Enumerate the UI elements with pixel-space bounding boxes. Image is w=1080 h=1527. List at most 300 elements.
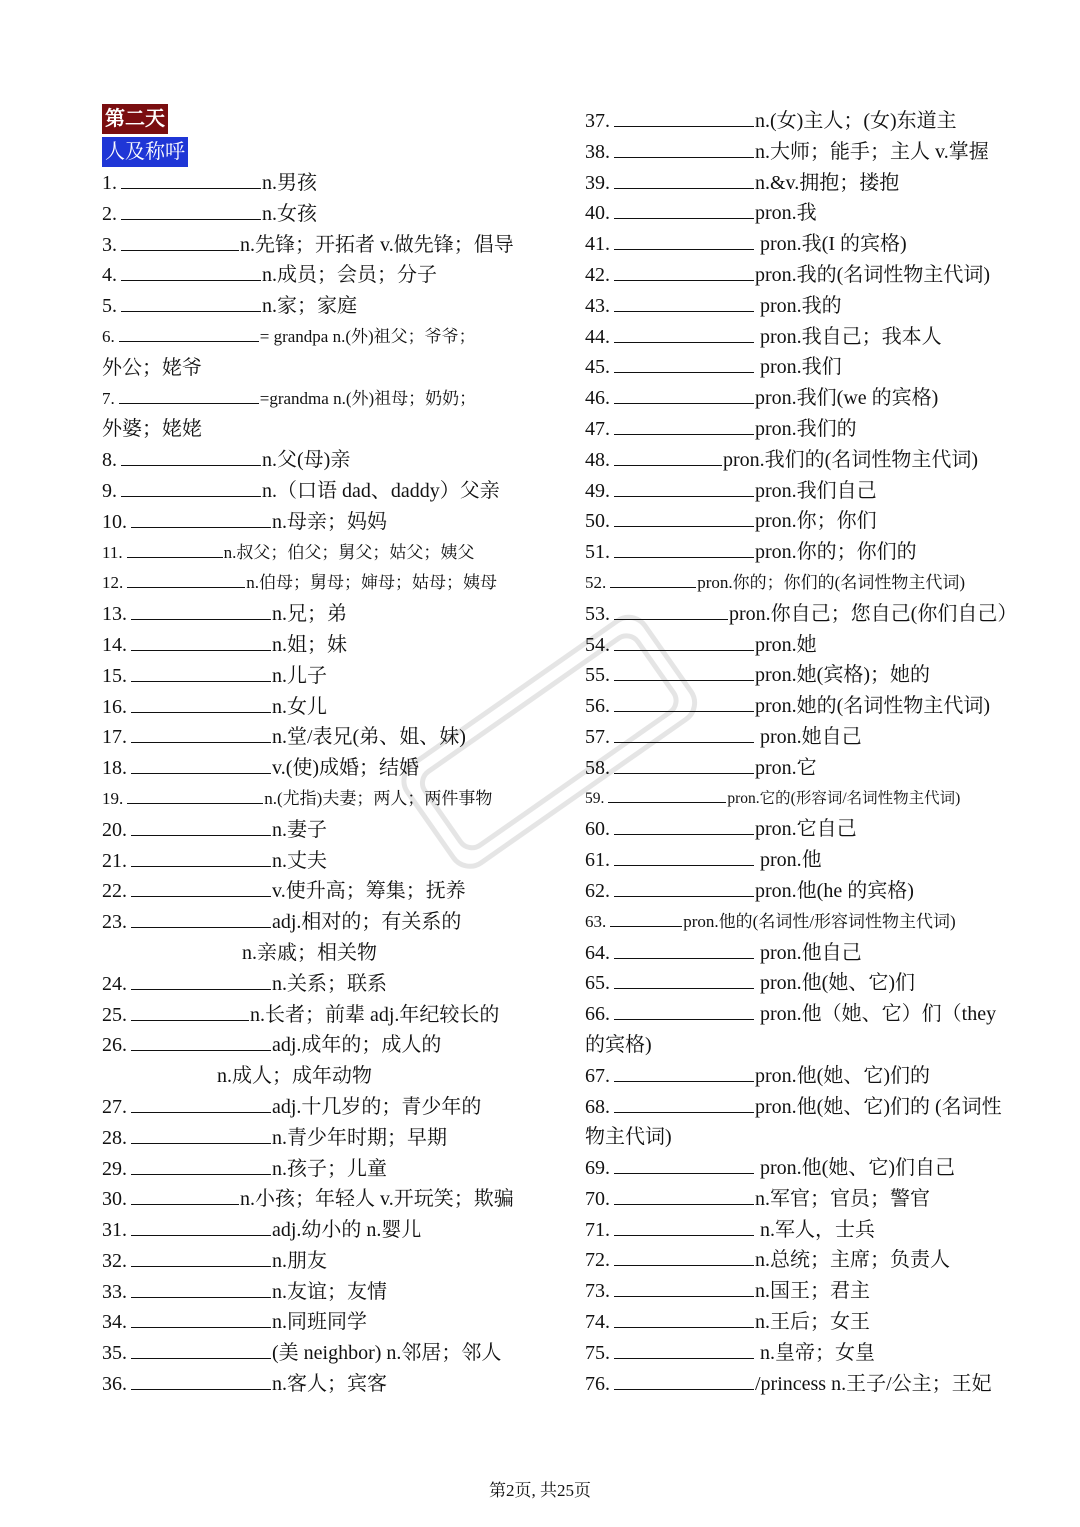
entry-continuation: 物主代词) (585, 1126, 672, 1149)
vocab-entry (585, 322, 1040, 353)
entry-definition: n.女孩 (262, 202, 317, 225)
entry-number: 53. (585, 602, 610, 625)
vocab-entry (102, 599, 552, 630)
entry-number: 69. (585, 1157, 610, 1180)
entry-definition: pron.她 (755, 633, 817, 656)
answer-blank[interactable] (614, 293, 754, 312)
entry-number: 13. (102, 603, 127, 626)
entry-definition: n.客人；宾客 (272, 1373, 387, 1396)
entry-definition: /princess n.王子/公主；王妃 (755, 1372, 992, 1395)
entry-definition: pron.它 (755, 756, 817, 779)
vocab-entry (102, 507, 552, 538)
entry-number: 3. (102, 233, 117, 256)
entry-number: 8. (102, 449, 117, 472)
answer-blank[interactable] (614, 539, 754, 558)
entry-number: 30. (102, 1188, 127, 1211)
answer-blank[interactable] (131, 1186, 239, 1205)
entry-continuation: n.亲戚；相关物 (242, 941, 377, 964)
vocab-entry (585, 568, 1040, 599)
entry-number: 66. (585, 1003, 610, 1026)
answer-blank[interactable] (131, 848, 271, 867)
answer-blank[interactable] (614, 1340, 754, 1359)
entry-definition: n.丈夫 (272, 849, 327, 872)
entry-definition: pron.你自己；您自己(你们自己） (729, 602, 1018, 625)
answer-blank[interactable] (608, 784, 726, 803)
vocab-entry (585, 1153, 1040, 1184)
vocab-entry (585, 907, 1040, 938)
answer-blank[interactable] (614, 478, 754, 497)
entry-number: 43. (585, 294, 610, 317)
answer-blank[interactable] (121, 447, 261, 466)
answer-blank[interactable] (131, 1094, 271, 1113)
entry-number: 61. (585, 849, 610, 872)
vocab-entry (585, 722, 1040, 753)
entry-definition: adj.相对的；有关系的 (272, 911, 462, 934)
entry-number: 10. (102, 510, 127, 533)
entry-number: 39. (585, 171, 610, 194)
vocab-entry (585, 1276, 1040, 1307)
answer-blank[interactable] (614, 724, 754, 743)
entry-definition: n.妻子 (272, 818, 327, 841)
entry-number: 74. (585, 1311, 610, 1334)
vocab-entry (102, 476, 552, 507)
entry-definition: adj.成年的；成人的 (272, 1034, 442, 1057)
entry-number: 20. (102, 818, 127, 841)
vocab-entry (585, 137, 1040, 168)
entry-definition: n.王后；女王 (755, 1311, 870, 1334)
entry-definition: n.家；家庭 (262, 295, 357, 318)
vocab-entry (585, 1338, 1040, 1369)
entry-number: 32. (102, 1249, 127, 1272)
answer-blank[interactable] (119, 323, 259, 342)
entry-number: 7. (102, 388, 115, 408)
answer-blank[interactable] (131, 1032, 271, 1051)
entry-number: 35. (102, 1342, 127, 1365)
vocab-entry (585, 476, 1040, 507)
vocab-entry (102, 260, 552, 291)
entry-definition: =grandma n.(外)祖母；奶奶； (259, 388, 477, 408)
vocab-entry (585, 506, 1040, 537)
entry-definition: n.兄；弟 (272, 603, 347, 626)
answer-blank[interactable] (614, 508, 754, 527)
entry-number: 37. (585, 110, 610, 132)
entry-number: 60. (585, 818, 610, 841)
answer-blank[interactable] (131, 817, 271, 836)
entry-definition: n.男孩 (262, 172, 317, 194)
answer-blank[interactable] (131, 601, 271, 620)
answer-blank[interactable] (131, 1217, 271, 1236)
entry-number: 54. (585, 633, 610, 656)
answer-blank[interactable] (131, 1002, 249, 1021)
entry-number: 38. (585, 140, 610, 163)
answer-blank[interactable] (131, 1248, 271, 1267)
topic-heading: 人及称呼 (102, 137, 188, 167)
answer-blank[interactable] (131, 1279, 271, 1298)
vocab-entry (585, 260, 1040, 291)
vocab-entry (102, 1030, 552, 1061)
entry-continuation: 外公；姥爷 (102, 356, 202, 379)
vocab-entry (102, 230, 552, 261)
entry-definition: n.长者；前辈 adj.年纪较长的 (250, 1003, 500, 1026)
answer-blank[interactable] (614, 632, 754, 651)
vocab-entry (585, 168, 1040, 199)
vocab-entry (585, 1184, 1040, 1215)
entry-definition: n.小孩；年轻人 v.开玩笑；欺骗 (240, 1188, 514, 1211)
vocab-entry (102, 445, 552, 476)
entry-definition: pron.我 (755, 202, 817, 225)
entry-definition: n.儿子 (272, 664, 327, 687)
answer-blank[interactable] (614, 262, 754, 281)
entry-definition: n.青少年时期；早期 (272, 1126, 447, 1149)
entry-definition: pron.我自己；我本人 (755, 325, 942, 348)
entry-definition: n.&v.拥抱；搂抱 (755, 171, 900, 194)
answer-blank[interactable] (614, 662, 754, 681)
entry-definition: pron.他(她、它)们的 (755, 1064, 930, 1087)
entry-number: 71. (585, 1218, 610, 1241)
entry-definition: v.(使)成婚；结婚 (272, 757, 420, 780)
answer-blank[interactable] (614, 231, 754, 250)
answer-blank[interactable] (614, 940, 754, 959)
entry-definition: adj.幼小的 n.婴儿 (272, 1219, 422, 1242)
entry-number: 29. (102, 1157, 127, 1180)
entry-definition: pron.你的；你们的(名词性物主代词) (697, 572, 965, 592)
entry-definition: n.国王；君主 (755, 1280, 870, 1303)
entry-definition: pron.我们的(名词性物主代词) (723, 448, 978, 471)
entry-number: 52. (585, 572, 607, 592)
answer-blank[interactable] (614, 816, 754, 835)
answer-blank[interactable] (614, 1278, 754, 1297)
entry-definition: n.父(母)亲 (262, 449, 351, 472)
answer-blank[interactable] (614, 1186, 754, 1205)
entry-number: 33. (102, 1280, 127, 1303)
answer-blank[interactable] (131, 632, 271, 651)
vocab-entry (102, 784, 552, 815)
vocab-entry (585, 691, 1040, 722)
entry-number: 59. (585, 789, 605, 807)
vocab-entry (585, 1061, 1040, 1092)
answer-blank[interactable] (121, 201, 261, 220)
entry-definition: n.堂/表兄(弟、姐、妹) (272, 726, 466, 749)
vocab-entry (102, 1092, 552, 1123)
entry-number: 58. (585, 756, 610, 779)
entry-number: 18. (102, 757, 127, 780)
answer-blank[interactable] (614, 1309, 754, 1328)
answer-blank[interactable] (131, 1156, 271, 1175)
vocab-entry (585, 999, 1040, 1030)
entry-number: 12. (102, 573, 124, 593)
entry-number: 27. (102, 1095, 127, 1118)
answer-blank[interactable] (614, 1155, 754, 1174)
vocab-entry (102, 1246, 552, 1277)
vocab-entry (585, 1245, 1040, 1276)
vocab-entry (585, 814, 1040, 845)
vocab-entry (585, 383, 1040, 414)
entry-definition: pron.我们 (755, 356, 842, 379)
entry-number: 44. (585, 325, 610, 348)
entry-definition: n.先锋；开拓者 v.做先锋；倡导 (240, 233, 514, 256)
entry-definition: pron.我们的 (755, 417, 857, 440)
entry-definition: n.总统；主席；负责人 (755, 1249, 950, 1272)
entry-definition: n.(女)主人；(女)东道主 (755, 110, 957, 132)
answer-blank[interactable] (614, 354, 754, 373)
entry-definition: n.孩子；儿童 (272, 1157, 387, 1180)
vocab-entry (102, 722, 552, 753)
entry-definition: pron.我们自己 (755, 479, 877, 502)
entry-number: 15. (102, 664, 127, 687)
entry-number: 72. (585, 1249, 610, 1272)
entry-definition: pron.他（她、它）们（they (755, 1003, 997, 1026)
answer-blank[interactable] (614, 170, 754, 189)
entry-number: 64. (585, 941, 610, 964)
entry-number: 56. (585, 695, 610, 718)
vocab-entry (102, 692, 552, 723)
entry-number: 19. (102, 788, 124, 808)
entry-number: 46. (585, 387, 610, 410)
entry-number: 23. (102, 911, 127, 934)
answer-blank[interactable] (614, 1371, 754, 1390)
entry-number: 6. (102, 326, 115, 346)
answer-blank[interactable] (614, 1063, 754, 1082)
entry-number: 73. (585, 1280, 610, 1303)
entry-number: 36. (102, 1373, 127, 1396)
entry-number: 1. (102, 172, 117, 194)
vocab-entry (102, 384, 552, 415)
vocab-entry (102, 969, 552, 1000)
answer-blank[interactable] (614, 1001, 754, 1020)
entry-definition: pron.你的；你们的 (755, 541, 917, 564)
entry-definition: pron.我的(名词性物主代词) (755, 263, 990, 286)
answer-blank[interactable] (131, 878, 271, 897)
entry-definition: pron.我(I 的宾格) (755, 233, 907, 256)
entry-number: 51. (585, 541, 610, 564)
vocab-entry (102, 753, 552, 784)
vocab-entry (585, 1307, 1040, 1338)
answer-blank[interactable] (131, 755, 271, 774)
answer-blank[interactable] (614, 755, 754, 774)
vocab-entry (102, 1184, 552, 1215)
entry-definition: n.(尤指)夫妻；两人；两件事物 (264, 788, 493, 808)
entry-definition: n.母亲；妈妈 (272, 510, 387, 533)
entry-number: 34. (102, 1311, 127, 1334)
vocab-entry (102, 568, 552, 599)
entry-number: 11. (102, 542, 123, 562)
answer-blank[interactable] (131, 724, 271, 743)
entry-definition: n.伯母；舅母；婶母；姑母；姨母 (246, 573, 497, 593)
vocab-entry (585, 1092, 1040, 1123)
answer-blank[interactable] (614, 108, 754, 127)
answer-blank[interactable] (121, 293, 261, 312)
entry-definition: pron.他(她、它)们自己 (755, 1157, 955, 1180)
entry-number: 70. (585, 1187, 610, 1210)
entry-number: 62. (585, 879, 610, 902)
entry-definition: pron.他(她、它)们 (755, 972, 915, 995)
answer-blank[interactable] (131, 1340, 271, 1359)
vocab-entry (585, 1369, 1040, 1400)
answer-blank[interactable] (610, 569, 696, 588)
entry-number: 49. (585, 479, 610, 502)
entry-number: 47. (585, 417, 610, 440)
answer-blank[interactable] (121, 232, 239, 251)
vocab-entry (102, 907, 552, 938)
entry-number: 2. (102, 202, 117, 225)
entry-definition: pron.他的(名词性/形容词性物主代词) (683, 911, 956, 931)
entry-definition: = grandpa n.(外)祖父；爷爷； (259, 326, 476, 346)
answer-blank[interactable] (614, 1247, 754, 1266)
entry-number: 48. (585, 448, 610, 471)
answer-blank[interactable] (131, 1371, 271, 1390)
vocab-entry (102, 538, 552, 569)
vocab-entry (102, 199, 552, 230)
day-heading: 第二天 (102, 104, 168, 134)
entry-number: 57. (585, 725, 610, 748)
vocab-entry (585, 599, 1040, 630)
answer-blank[interactable] (614, 447, 722, 466)
entry-definition: n.朋友 (272, 1249, 327, 1272)
answer-blank[interactable] (610, 908, 682, 927)
vocab-entry (585, 229, 1040, 260)
answer-blank[interactable] (131, 909, 271, 928)
left-column (102, 168, 552, 1400)
vocab-entry (102, 1154, 552, 1185)
answer-blank[interactable] (131, 509, 271, 528)
answer-blank[interactable] (121, 170, 261, 189)
entry-number: 67. (585, 1064, 610, 1087)
entry-definition: pron.他(he 的宾格) (755, 879, 914, 902)
entry-number: 28. (102, 1126, 127, 1149)
entry-number: 68. (585, 1095, 610, 1118)
vocab-entry (102, 661, 552, 692)
entry-definition: n.军官；官员；警官 (755, 1187, 930, 1210)
answer-blank[interactable] (127, 785, 263, 804)
entry-definition: pron.他(她、它)们的 (名词性 (755, 1095, 1002, 1118)
vocab-entry (585, 537, 1040, 568)
answer-blank[interactable] (614, 139, 754, 158)
vocab-entry (102, 1369, 552, 1400)
vocab-entry (585, 198, 1040, 229)
entry-number: 26. (102, 1034, 127, 1057)
entry-definition: v.使升高；筹集；抚养 (272, 880, 466, 903)
entry-number: 63. (585, 911, 607, 931)
entry-number: 4. (102, 264, 117, 287)
entry-definition: n.同班同学 (272, 1311, 367, 1334)
entry-continuation: 外婆；姥姥 (102, 418, 202, 441)
entry-definition: adj.十几岁的；青少年的 (272, 1095, 482, 1118)
entry-definition: pron.它自己 (755, 818, 857, 841)
entry-definition: n.大师；能手；主人 v.掌握 (755, 140, 989, 163)
entry-definition: pron.他 (755, 849, 822, 872)
entry-number: 76. (585, 1372, 610, 1395)
entry-definition: pron.你；你们 (755, 510, 877, 533)
vocab-entry (102, 1338, 552, 1369)
entry-definition: pron.她的(名词性物主代词) (755, 695, 990, 718)
entry-definition: n.女儿 (272, 695, 327, 718)
vocab-entry (102, 630, 552, 661)
answer-blank[interactable] (614, 693, 754, 712)
entry-definition: n.（口语 dad、daddy）父亲 (262, 479, 500, 502)
vocab-entry (585, 753, 1040, 784)
vocab-entry (585, 876, 1040, 907)
entry-number: 21. (102, 849, 127, 872)
entry-definition: n.军人，士兵 (755, 1218, 875, 1241)
vocab-entry (102, 1123, 552, 1154)
vocab-entry (585, 630, 1040, 661)
answer-blank[interactable] (614, 1094, 754, 1113)
vocab-entry (585, 445, 1040, 476)
answer-blank[interactable] (614, 416, 754, 435)
vocab-entry (102, 1000, 552, 1031)
entry-definition: n.友谊；友情 (272, 1280, 387, 1303)
answer-blank[interactable] (131, 694, 271, 713)
entry-definition: n.姐；妹 (272, 633, 347, 656)
entry-definition: (美 neighbor) n.邻居；邻人 (272, 1342, 502, 1365)
answer-blank[interactable] (614, 324, 754, 343)
answer-blank[interactable] (131, 1309, 271, 1328)
vocab-entry (585, 660, 1040, 691)
entry-number: 9. (102, 479, 117, 502)
vocab-entry (585, 352, 1040, 383)
entry-number: 42. (585, 263, 610, 286)
vocab-entry (585, 414, 1040, 445)
answer-blank[interactable] (614, 1217, 754, 1236)
entry-continuation: 的宾格) (585, 1033, 652, 1056)
vocab-entry (585, 968, 1040, 999)
entry-number: 24. (102, 972, 127, 995)
vocab-entry (102, 291, 552, 322)
answer-blank[interactable] (131, 1125, 271, 1144)
answer-blank[interactable] (614, 847, 754, 866)
answer-blank[interactable] (614, 200, 754, 219)
answer-blank[interactable] (614, 385, 754, 404)
entry-definition: n.成员；会员；分子 (262, 264, 437, 287)
entry-definition: n.皇帝；女皇 (755, 1341, 875, 1364)
vocab-entry (585, 784, 1040, 815)
entry-number: 17. (102, 726, 127, 749)
entry-number: 31. (102, 1219, 127, 1242)
entry-number: 55. (585, 664, 610, 687)
answer-blank[interactable] (121, 262, 261, 281)
answer-blank[interactable] (131, 663, 271, 682)
entry-number: 25. (102, 1003, 127, 1026)
vocab-entry (102, 1277, 552, 1308)
answer-blank[interactable] (119, 385, 259, 404)
answer-blank[interactable] (131, 971, 271, 990)
entry-number: 41. (585, 233, 610, 256)
vocab-entry (585, 938, 1040, 969)
entry-number: 16. (102, 695, 127, 718)
vocab-entry (585, 845, 1040, 876)
right-column (585, 106, 1040, 1399)
answer-blank[interactable] (614, 601, 728, 620)
entry-continuation: n.成人；成年动物 (217, 1065, 372, 1088)
entry-number: 14. (102, 633, 127, 656)
page-footer: 第2页, 共25页 (489, 1481, 591, 1500)
entry-number: 45. (585, 356, 610, 379)
answer-blank[interactable] (614, 970, 754, 989)
answer-blank[interactable] (121, 478, 261, 497)
vocab-entry (585, 1215, 1040, 1246)
entry-number: 5. (102, 295, 117, 318)
entry-number: 50. (585, 510, 610, 533)
vocab-entry (102, 846, 552, 877)
vocab-entry (102, 168, 552, 199)
vocab-entry (102, 815, 552, 846)
entry-number: 65. (585, 972, 610, 995)
vocab-entry (102, 876, 552, 907)
entry-definition: pron.她(宾格)；她的 (755, 664, 930, 687)
answer-blank[interactable] (614, 878, 754, 897)
answer-blank[interactable] (127, 539, 223, 558)
answer-blank[interactable] (127, 569, 245, 588)
